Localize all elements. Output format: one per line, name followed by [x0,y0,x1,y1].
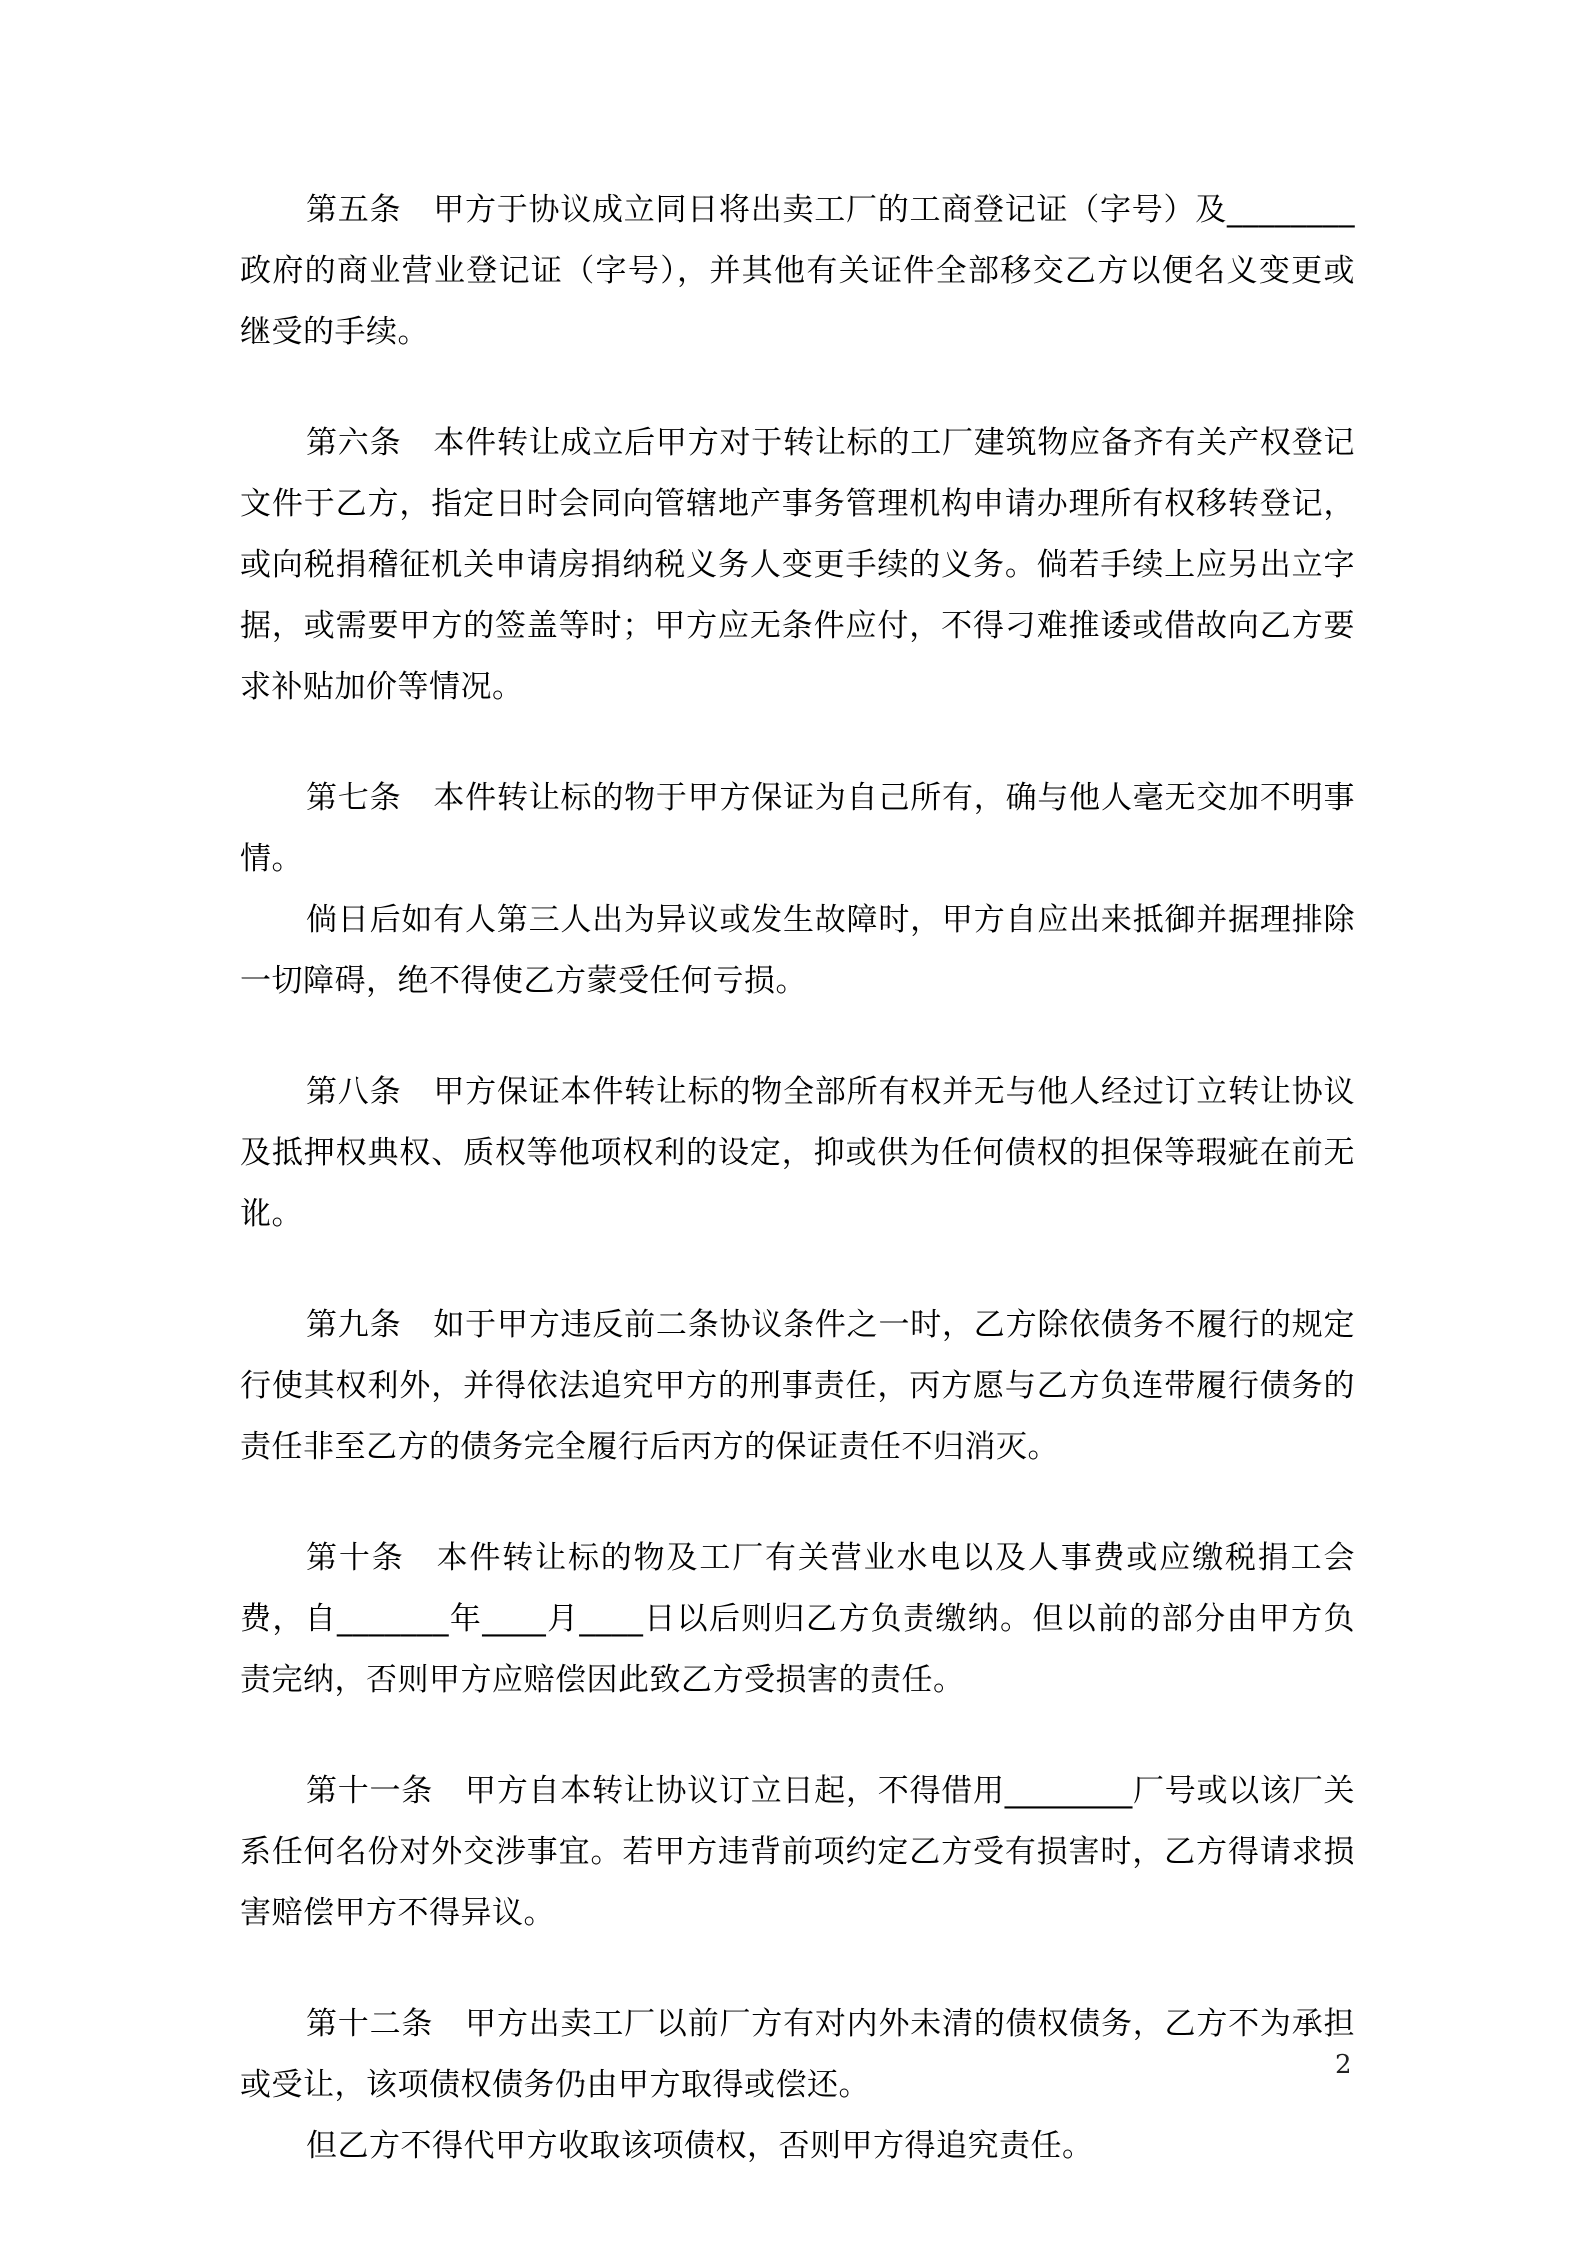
article-9 [240,1295,1355,1478]
article-5-paragraph-1 [240,180,1355,363]
article-7-paragraph-1 [240,768,1355,890]
article-6-paragraph-1 [240,413,1355,718]
article-11-paragraph-1 [240,1761,1355,1944]
article-text: 本件转让标的物于甲方保证为自己所有，确与他人毫无交加不明事情。 [240,780,1356,877]
article-text: 甲方保证本件转让标的物全部所有权并无与他人经过订立转让协议及抵押权典权、质权等他项权利的设定，抑或供为任何债权的担保等瑕疵在前无讹。 [240,1074,1356,1232]
article-12-paragraph-2 [240,2116,1355,2177]
article-12 [240,1994,1355,2177]
article-label: 第十一条 [306,1773,433,1809]
article-text: 甲方于协议成立同日将出卖工厂的工商登记证（字号）及________政府的商业营业登记证（字号），并其他有关证件全部移交乙方以便名义变更或继受的手续。 [240,192,1355,350]
article-text: 甲方出卖工厂以前厂方有对内外未清的债权债务，乙方不为承担或受让，该项债权债务仍由甲方取得或偿还。 [240,2006,1356,2103]
article-12-paragraph-1 [240,1994,1355,2116]
article-10-paragraph-1 [240,1528,1355,1711]
article-8-paragraph-1 [240,1062,1355,1245]
article-11 [240,1761,1355,1944]
article-label: 第七条 [306,780,402,816]
article-5 [240,180,1355,363]
article-7-paragraph-2 [240,890,1355,1012]
article-text: 本件转让成立后甲方对于转让标的工厂建筑物应备齐有关产权登记文件于乙方，指定日时会同向管辖地产事务管理机构申请办理所有权移转登记，或向税捐稽征机关申请房捐纳税义务人变更手续的义务。倘若手续上应另出立字据，或需要甲方的签盖等时；甲方应无条件应付，不得刁难推诿或借故向乙方要求补贴加价等情况。 [240,425,1356,705]
article-text: 甲方自本转让协议订立日起，不得借用________厂号或以该厂关系任何名份对外交涉事宜。若甲方违背前项约定乙方受有损害时，乙方得请求损害赔偿甲方不得异议。 [240,1773,1355,1931]
page-number: 2 [1335,2050,1352,2080]
article-8 [240,1062,1355,1245]
article-text: 但乙方不得代甲方收取该项债权，否则甲方得追究责任。 [306,2128,1094,2164]
article-text: 倘日后如有人第三人出为异议或发生故障时，甲方自应出来抵御并据理排除一切障碍，绝不得使乙方蒙受任何亏损。 [240,902,1355,999]
article-label: 第八条 [306,1074,402,1110]
article-label: 第五条 [306,192,402,228]
article-7 [240,768,1355,1012]
article-label: 第十条 [306,1540,405,1576]
article-text: 本件转让标的物及工厂有关营业水电以及人事费或应缴税捐工会费，自_______年____月____日以后则归乙方负责缴纳。但以前的部分由甲方负责完纳，否则甲方应赔偿因此致乙方受损害的责任。 [240,1540,1356,1698]
article-label: 第十二条 [306,2006,434,2042]
article-9-paragraph-1 [240,1295,1355,1478]
article-text: 如于甲方违反前二条协议条件之一时，乙方除依债务不履行的规定行使其权利外，并得依法追究甲方的刑事责任，丙方愿与乙方负连带履行债务的责任非至乙方的债务完全履行后丙方的保证责任不归消灭。 [240,1307,1356,1465]
article-label: 第六条 [306,425,402,461]
article-10 [240,1528,1355,1711]
article-label: 第九条 [306,1307,402,1343]
article-6 [240,413,1355,718]
document-body [240,180,1355,2177]
